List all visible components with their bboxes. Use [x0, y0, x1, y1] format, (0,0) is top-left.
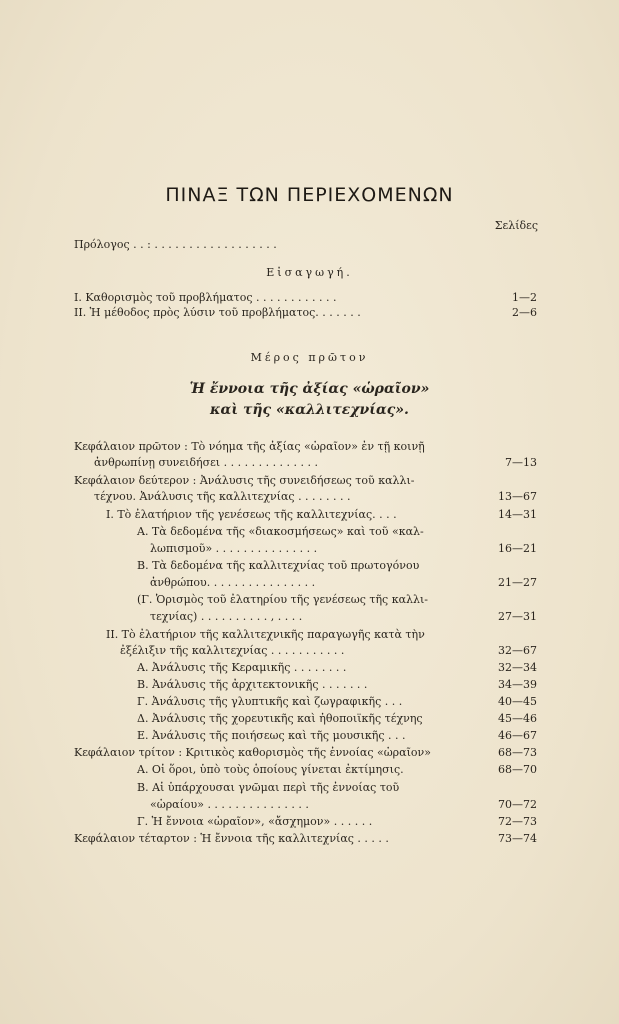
toc-page-number: 40—45: [498, 695, 537, 708]
toc-entry: λωπισμοῦ» . . . . . . . . . . . . . . .: [150, 542, 318, 555]
toc-page-number: 13—67: [498, 490, 537, 503]
toc-page-number: 46—67: [498, 729, 537, 742]
toc-page-number: 21—27: [498, 576, 537, 589]
toc-page-number: 68—73: [498, 746, 537, 759]
toc-entry: «ὡραίου» . . . . . . . . . . . . . . .: [150, 798, 309, 811]
toc-page-number: 70—72: [498, 798, 537, 811]
toc-page-number: 14—31: [498, 508, 537, 521]
toc-entry: I. Τὸ ἐλατήριον τῆς γενέσεως τῆς καλλιτεχνίας. . . .: [106, 508, 397, 521]
toc-entry: I. Καθορισμὸς τοῦ προβλήματος . . . . . . . . . . . .: [74, 291, 337, 304]
toc-page-number: 1—2: [512, 291, 537, 304]
toc-entry: Γ. Ἡ ἔννοια «ὡραῖον», «ἄσχημον» . . . . . .: [137, 815, 373, 828]
toc-entry: τεχνίας) . . . . . . . . . . , . . . .: [150, 610, 303, 623]
part-title-line-1: Ἡ ἔννοια τῆς ἀξίας «ὡραῖον»: [189, 381, 430, 397]
toc-page-number: 34—39: [498, 678, 537, 691]
toc-page-number: 45—46: [498, 712, 537, 725]
toc-entry: Γ. Ἀνάλυσις τῆς γλυπτικῆς καὶ ζωγραφικῆς . . .: [137, 695, 403, 708]
intro-heading: Εἰσαγωγή.: [266, 266, 353, 279]
toc-entry: Δ. Ἀνάλυσις τῆς χορευτικῆς καὶ ἠθοποιϊκῆς τέχνης: [137, 712, 423, 725]
toc-page-number: 32—67: [498, 644, 537, 657]
toc-entry: Κεφάλαιον τρίτον : Κριτικὸς καθορισμὸς τῆς ἐννοίας «ὡραῖον»: [74, 746, 431, 759]
toc-entry: Α. Τὰ δεδομένα τῆς «διακοσμήσεως» καὶ τοῦ «καλ-: [137, 525, 424, 538]
toc-page-number: 16—21: [498, 542, 537, 555]
toc-page-number: 2—6: [512, 306, 537, 319]
part-title-line-2: καὶ τῆς «καλλιτεχνίας».: [210, 402, 409, 418]
toc-page-number: 73—74: [498, 832, 537, 845]
toc-entry: τέχνου. Ἀνάλυσις τῆς καλλιτεχνίας . . . . . . . .: [94, 490, 351, 503]
toc-entry: II. Τὸ ἐλατήριον τῆς καλλιτεχνικῆς παραγωγῆς κατὰ τὴν: [106, 628, 425, 641]
pages-column-label: Σελίδες: [494, 219, 538, 232]
toc-entry: ἀνθρώπου. . . . . . . . . . . . . . . .: [150, 576, 316, 589]
toc-entry-prologue: Πρόλογος . . : . . . . . . . . . . . . . . . . . .: [74, 238, 277, 251]
toc-entry: Α. Ἀνάλυσις τῆς Κεραμικῆς . . . . . . . .: [137, 661, 347, 674]
toc-entry: Α. Οἱ ὅροι, ὑπὸ τοὺς ὁποίους γίνεται ἐκτίμησις.: [137, 763, 404, 776]
toc-entry: Ε. Ἀνάλυσις τῆς ποιήσεως καὶ τῆς μουσικῆς . . .: [137, 729, 406, 742]
toc-entry: Β. Αἱ ὑπάρχουσαι γνῶμαι περὶ τῆς ἐννοίας τοῦ: [137, 781, 400, 794]
toc-entry: Κεφάλαιον δεύτερον : Ἀνάλυσις τῆς συνειδήσεως τοῦ καλλι-: [74, 474, 415, 487]
toc-entry: (Γ. Ὁρισμὸς τοῦ ἐλατηρίου τῆς γενέσεως τῆς καλλι-: [137, 593, 428, 606]
toc-page-number: 27—31: [498, 610, 537, 623]
toc-entry: Κεφάλαιον πρῶτον : Τὸ νόημα τῆς ἀξίας «ὡραῖον» ἐν τῇ κοινῇ: [74, 440, 425, 453]
toc-entry: ἀνθρωπίνῃ συνειδήσει . . . . . . . . . . . . . .: [94, 456, 319, 469]
part-heading: Μέρος πρῶτον: [250, 351, 369, 364]
toc-entry: Β. Ἀνάλυσις τῆς ἀρχιτεκτονικῆς . . . . . . .: [137, 678, 368, 691]
toc-entry: Β. Τὰ δεδομένα τῆς καλλιτεχνίας τοῦ πρωτογόνου: [137, 559, 420, 572]
toc-page-number: 72—73: [498, 815, 537, 828]
toc-page-number: 68—70: [498, 763, 537, 776]
toc-entry: Κεφάλαιον τέταρτον : Ἡ ἔννοια τῆς καλλιτεχνίας . . . . .: [74, 832, 389, 845]
toc-entry: ἐξέλιξιν τῆς καλλιτεχνίας . . . . . . . . . . .: [120, 644, 345, 657]
toc-entry: II. Ἡ μέθοδος πρὸς λύσιν τοῦ προβλήματος. . . . . . .: [74, 306, 361, 319]
page-title: ΠΙΝΑΞ ΤΩΝ ΠΕΡΙΕΧΟΜΕΝΩΝ: [165, 184, 454, 206]
toc-page-number: 7—13: [505, 456, 537, 469]
toc-page-number: 32—34: [498, 661, 537, 674]
